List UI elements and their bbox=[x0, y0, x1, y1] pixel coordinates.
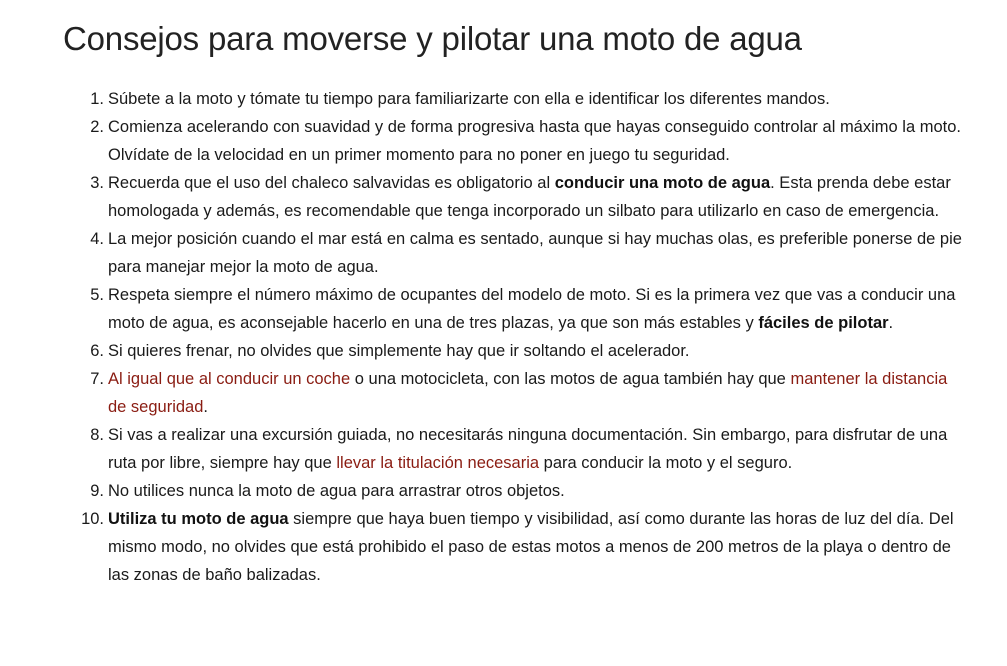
list-item-number: 8. bbox=[90, 426, 104, 444]
list-item-text: Recuerda que el uso del chaleco salvavidas es obligatorio al bbox=[108, 174, 555, 192]
list-item-text: La mejor posición cuando el mar está en calma es sentado, aunque si hay muchas olas, es preferible ponerse de pie para manejar mejor la moto de agua. bbox=[108, 230, 962, 276]
inline-link[interactable]: Al igual que al conducir un coche bbox=[108, 370, 351, 388]
list-item-number: 9. bbox=[90, 482, 104, 500]
list-item-number: 2. bbox=[90, 118, 104, 136]
list-item-number: 7. bbox=[90, 370, 104, 388]
list-item bbox=[90, 281, 970, 337]
inline-link[interactable]: mantener la distancia de seguridad bbox=[108, 370, 948, 416]
list-item-text: . bbox=[203, 398, 209, 416]
list-item-number: 6. bbox=[90, 342, 104, 360]
list-item-text: siempre que haya buen tiempo y visibilidad, así como durante las horas de luz del día. Del mismo modo, no olvides que está prohibido el paso de estas motos a menos de 200 metros de la playa o dentro de las zonas de baño balizadas. bbox=[108, 510, 954, 584]
page-title: Consejos para moverse y pilotar una moto de agua bbox=[63, 20, 802, 57]
bold-text: conducir una moto de agua bbox=[554, 174, 771, 192]
list-item bbox=[90, 85, 970, 113]
list-item-text: o una motocicleta, con las motos de agua también hay que bbox=[350, 370, 791, 388]
bold-text: fáciles de pilotar bbox=[758, 314, 889, 332]
list-item-text: Súbete a la moto y tómate tu tiempo para familiarizarte con ella e identificar los diferentes mandos. bbox=[108, 90, 830, 108]
list-item-text: para conducir la moto y el seguro. bbox=[539, 454, 793, 472]
list-item bbox=[90, 169, 970, 225]
list-item-text: No utilices nunca la moto de agua para arrastrar otros objetos. bbox=[108, 482, 565, 500]
tips-list bbox=[81, 85, 970, 589]
list-item-number: 10. bbox=[81, 510, 104, 528]
list-item-text: Respeta siempre el número máximo de ocupantes del modelo de moto. Si es la primera vez que vas a conducir una moto de agua, es aconsejable hacerlo en una de tres plazas, ya que son más estables y bbox=[108, 286, 956, 332]
list-item-number: 5. bbox=[90, 286, 104, 304]
list-item bbox=[81, 505, 970, 589]
list-item bbox=[90, 113, 970, 169]
list-item bbox=[90, 337, 970, 365]
list-item-text: Comienza acelerando con suavidad y de forma progresiva hasta que hayas conseguido controlar al máximo la moto. Olvídate de la velocidad en un primer momento para no poner en juego tu seguridad. bbox=[108, 118, 961, 164]
bold-text: Utiliza tu moto de agua bbox=[108, 510, 289, 528]
list-item bbox=[90, 365, 970, 421]
list-item-number: 3. bbox=[90, 174, 104, 192]
list-item-text: . bbox=[888, 314, 894, 332]
list-item-text: Si quieres frenar, no olvides que simplemente hay que ir soltando el acelerador. bbox=[108, 342, 690, 360]
inline-link[interactable]: llevar la titulación necesaria bbox=[336, 454, 540, 472]
list-item-text: . Esta prenda debe estar homologada y además, es recomendable que tenga incorporado un silbato para utilizarlo en caso de emergencia. bbox=[108, 174, 951, 220]
list-item-number: 1. bbox=[90, 90, 104, 108]
list-item bbox=[90, 421, 970, 477]
list-item-number: 4. bbox=[90, 230, 104, 248]
list-item bbox=[90, 477, 970, 505]
list-item bbox=[90, 225, 970, 281]
list-item-text: Si vas a realizar una excursión guiada, no necesitarás ninguna documentación. Sin embargo, para disfrutar de una ruta por libre, siempre hay que bbox=[108, 426, 948, 472]
